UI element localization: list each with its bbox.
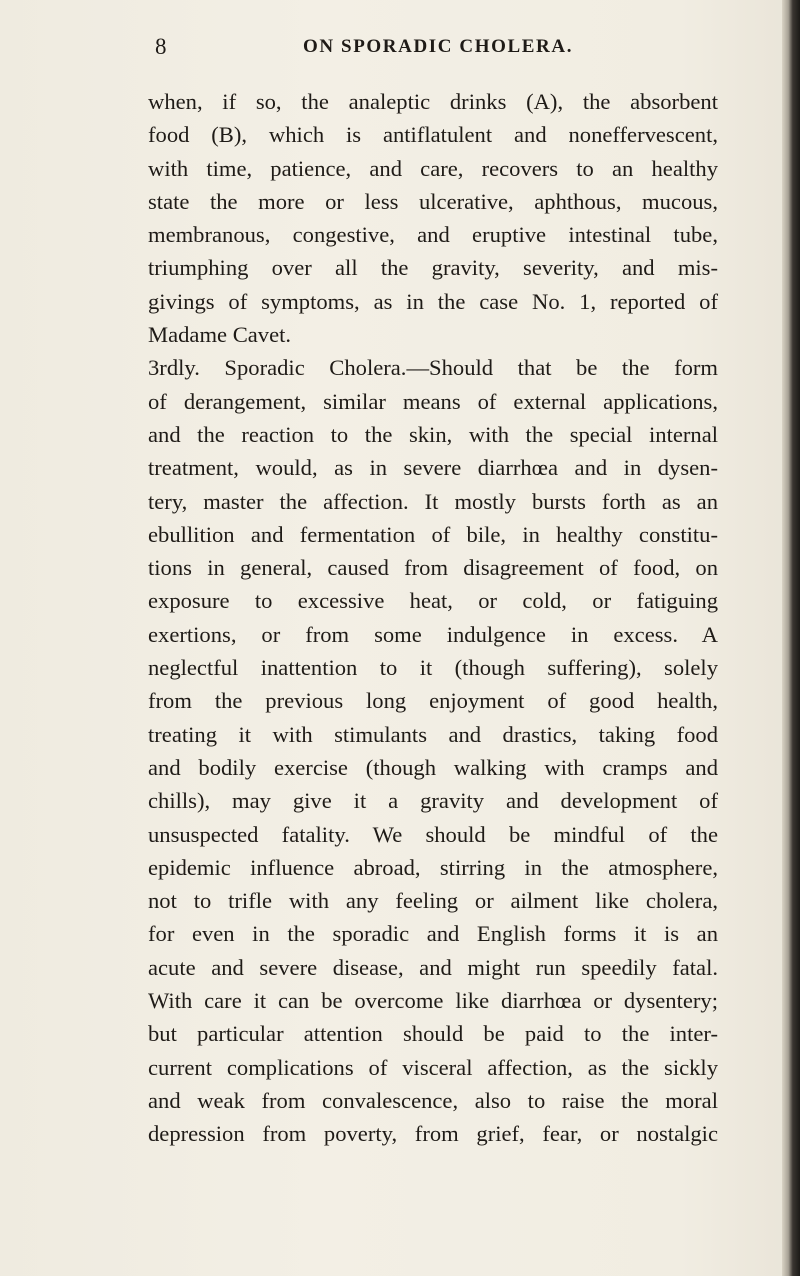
- page-number: 8: [155, 34, 167, 59]
- text-line: triumphing over all the gravity, severity, and mis-: [148, 255, 718, 281]
- text-line: chills), may give it a gravity and development of: [148, 788, 718, 814]
- text-line: neglectful inattention to it (though suffering), solely: [148, 655, 718, 681]
- text-line: epidemic influence abroad, stirring in the atmosphere,: [148, 854, 718, 880]
- text-line: tery, master the affection. It mostly bursts forth as an: [148, 488, 718, 514]
- text-line: for even in the sporadic and English forms it is an: [148, 921, 718, 947]
- page-header: [155, 34, 755, 64]
- text-line: acute and severe disease, and might run speedily fatal.: [148, 954, 718, 980]
- text-line: givings of symptoms, as in the case No. 1, reported of: [148, 288, 718, 314]
- text-line: not to trifle with any feeling or ailment like cholera,: [148, 888, 718, 914]
- text-line: when, if so, the analeptic drinks (A), the absorbent: [148, 89, 718, 114]
- text-line: depression from poverty, from grief, fear, or nostalgic: [148, 1121, 718, 1147]
- text-line: but particular attention should be paid to the inter-: [148, 1021, 718, 1047]
- text-line: treatment, would, as in severe diarrhœa and in dysen-: [148, 455, 718, 481]
- text-line: exertions, or from some indulgence in excess. A: [148, 621, 718, 647]
- text-line: tions in general, caused from disagreement of food, on: [148, 555, 718, 581]
- text-line: With care it can be overcome like diarrhœa or dysentery;: [148, 988, 718, 1014]
- text-line: of derangement, similar means of external applications,: [148, 388, 718, 414]
- page-edge-shadow: [782, 0, 800, 1276]
- text-line: food (B), which is antiflatulent and noneffervescent,: [148, 122, 718, 148]
- running-title: ON SPORADIC CHOLERA.: [303, 36, 574, 57]
- text-line: exposure to excessive heat, or cold, or fatiguing: [148, 588, 718, 614]
- text-line: and bodily exercise (though walking with cramps and: [148, 754, 718, 780]
- body-text: [148, 85, 718, 1151]
- text-line: from the previous long enjoyment of good health,: [148, 688, 718, 714]
- text-line: and weak from convalescence, also to raise the moral: [148, 1087, 718, 1113]
- text-line: membranous, congestive, and eruptive intestinal tube,: [148, 222, 718, 248]
- text-line: and the reaction to the skin, with the special internal: [148, 421, 718, 447]
- text-line: 3rdly. Sporadic Cholera.—Should that be the form: [148, 355, 718, 381]
- text-line: current complications of visceral affection, as the sickly: [148, 1054, 718, 1080]
- text-line: unsuspected fatality. We should be mindful of the: [148, 821, 718, 847]
- text-line: ebullition and fermentation of bile, in healthy constitu-: [148, 521, 718, 547]
- text-line: with time, patience, and care, recovers to an healthy: [148, 155, 718, 181]
- text-line: Madame Cavet.: [148, 322, 292, 348]
- text-line: treating it with stimulants and drastics, taking food: [148, 721, 718, 747]
- text-line: state the more or less ulcerative, aphthous, mucous,: [148, 188, 718, 214]
